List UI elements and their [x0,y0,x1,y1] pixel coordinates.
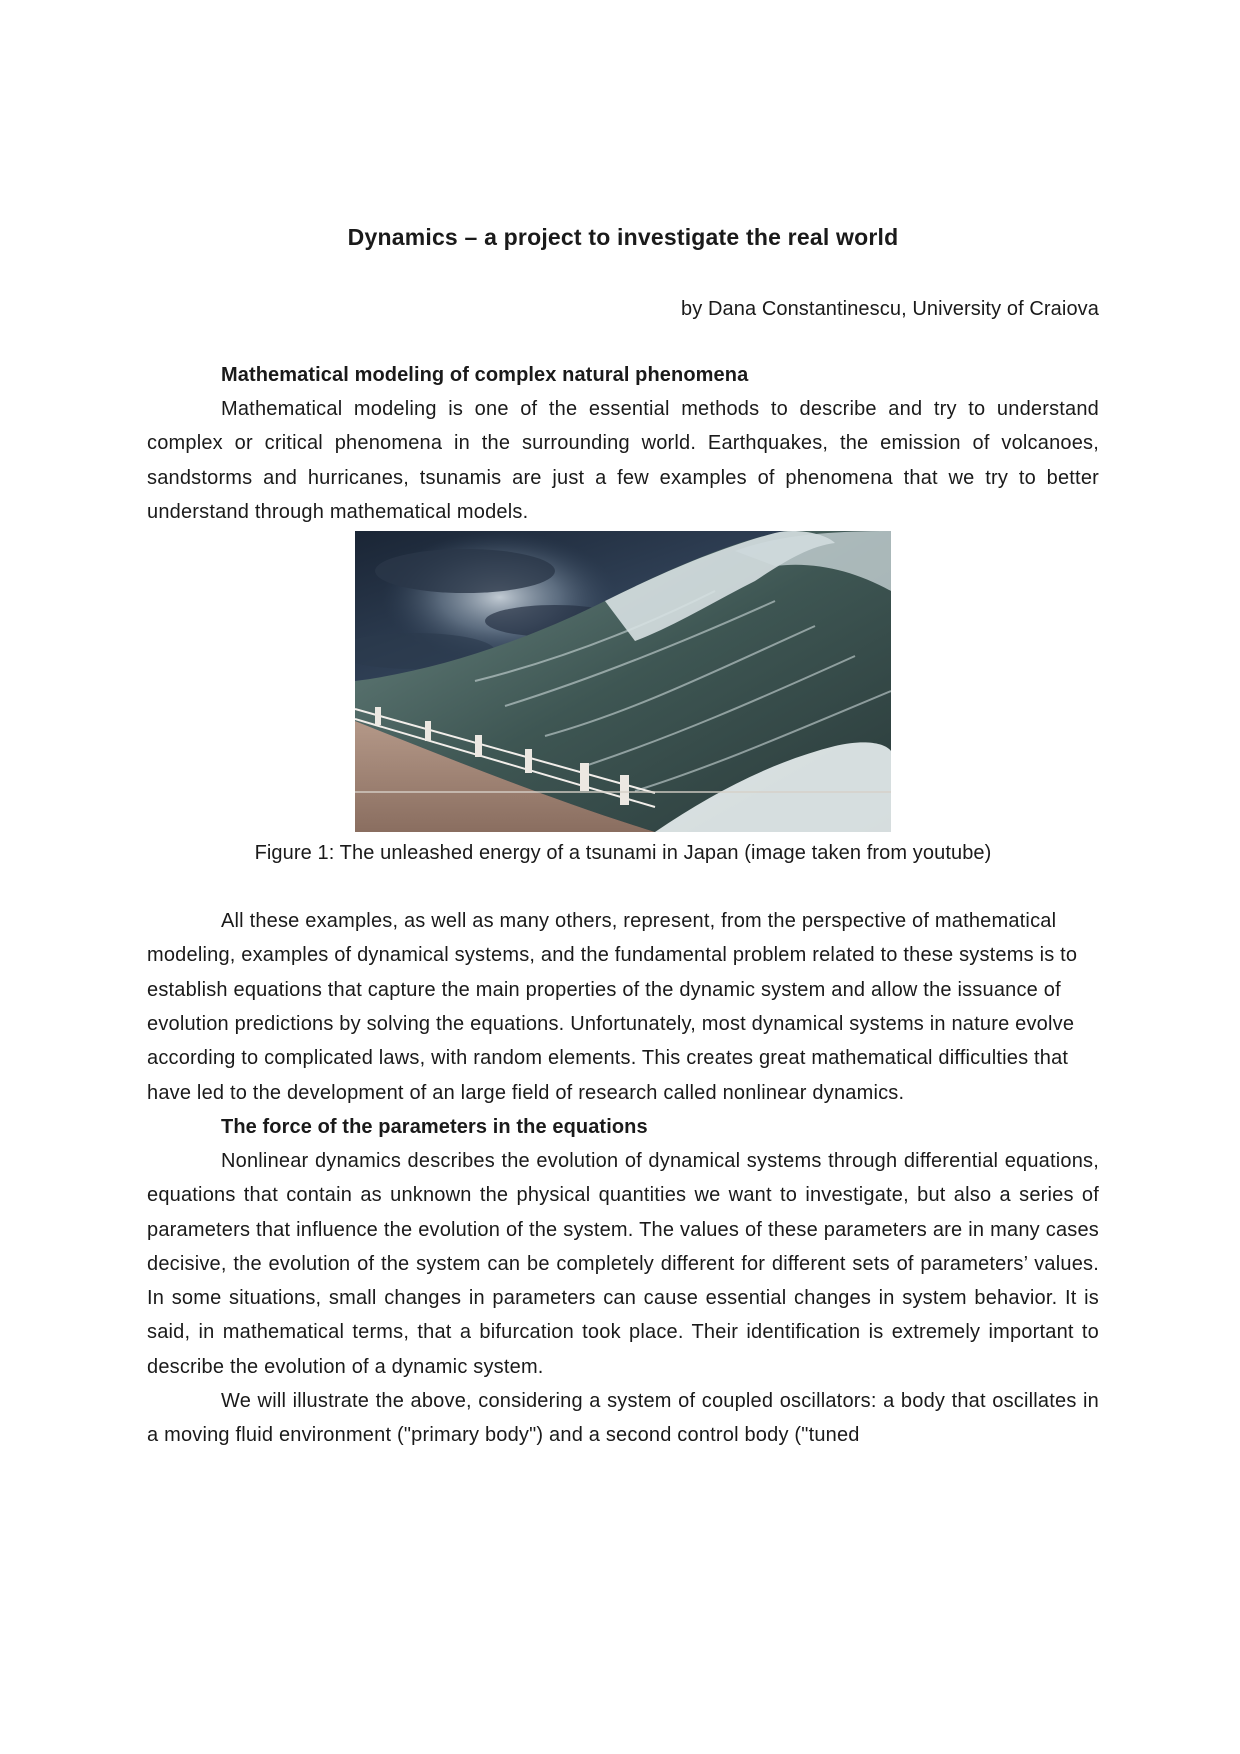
author-byline: by Dana Constantinescu, University of Craiova [680,298,1099,320]
document-body [147,220,1099,1453]
paragraph-nonlinear-dynamics: Nonlinear dynamics describes the evolution of dynamical systems through differential equations, equations that contain as unknown the physical quantities we want to investigate, but also a series of parameters that influence the evolution of the system. The values of these parameters are in many cases decisive, the evolution of the system can be completely different for different sets of parameters’ values. In some situations, small changes in parameters can cause essential changes in system behavior. It is said, in mathematical terms, that a bifurcation took place. Their identification is extremely important to describe the evolution of a dynamic system. [147,1149,1099,1378]
document-title: Dynamics – a project to investigate the real world [347,224,899,250]
paragraph-coupled-oscillators: We will illustrate the above, considering a system of coupled oscillators: a body that oscillates in a moving fluid environment ("primary body") and a second control body ("tuned [147,1390,1099,1447]
figure-tsunami [147,531,1099,870]
section-heading-modeling: Mathematical modeling of complex natural phenomena [221,364,749,386]
paragraph-modeling-intro: Mathematical modeling is one of the essential methods to describe and try to understand complex or critical phenomena in the surrounding world. Earthquakes, the emission of volcanoes, sandstorms and hurricanes, tsunamis are just a few examples of phenomena that we try to better understand through mathematical models. [147,398,1099,523]
tsunami-photo [355,531,891,832]
paragraph-dynamical-systems: All these examples, as well as many others, represent, from the perspective of mathematical modeling, examples of dynamical systems, and the fundamental problem related to these systems is to establish equations that capture the main properties of the dynamic system and allow the issuance of evolution predictions by solving the equations. Unfortunately, most dynamical systems in nature evolve according to complicated laws, with random elements. This creates great mathematical difficulties that have led to the development of an large field of research called nonlinear dynamics. [147,910,1078,1104]
figure-caption: Figure 1: The unleashed energy of a tsunami in Japan (image taken from youtube) [254,842,992,865]
section-heading-parameters: The force of the parameters in the equations [221,1115,648,1138]
